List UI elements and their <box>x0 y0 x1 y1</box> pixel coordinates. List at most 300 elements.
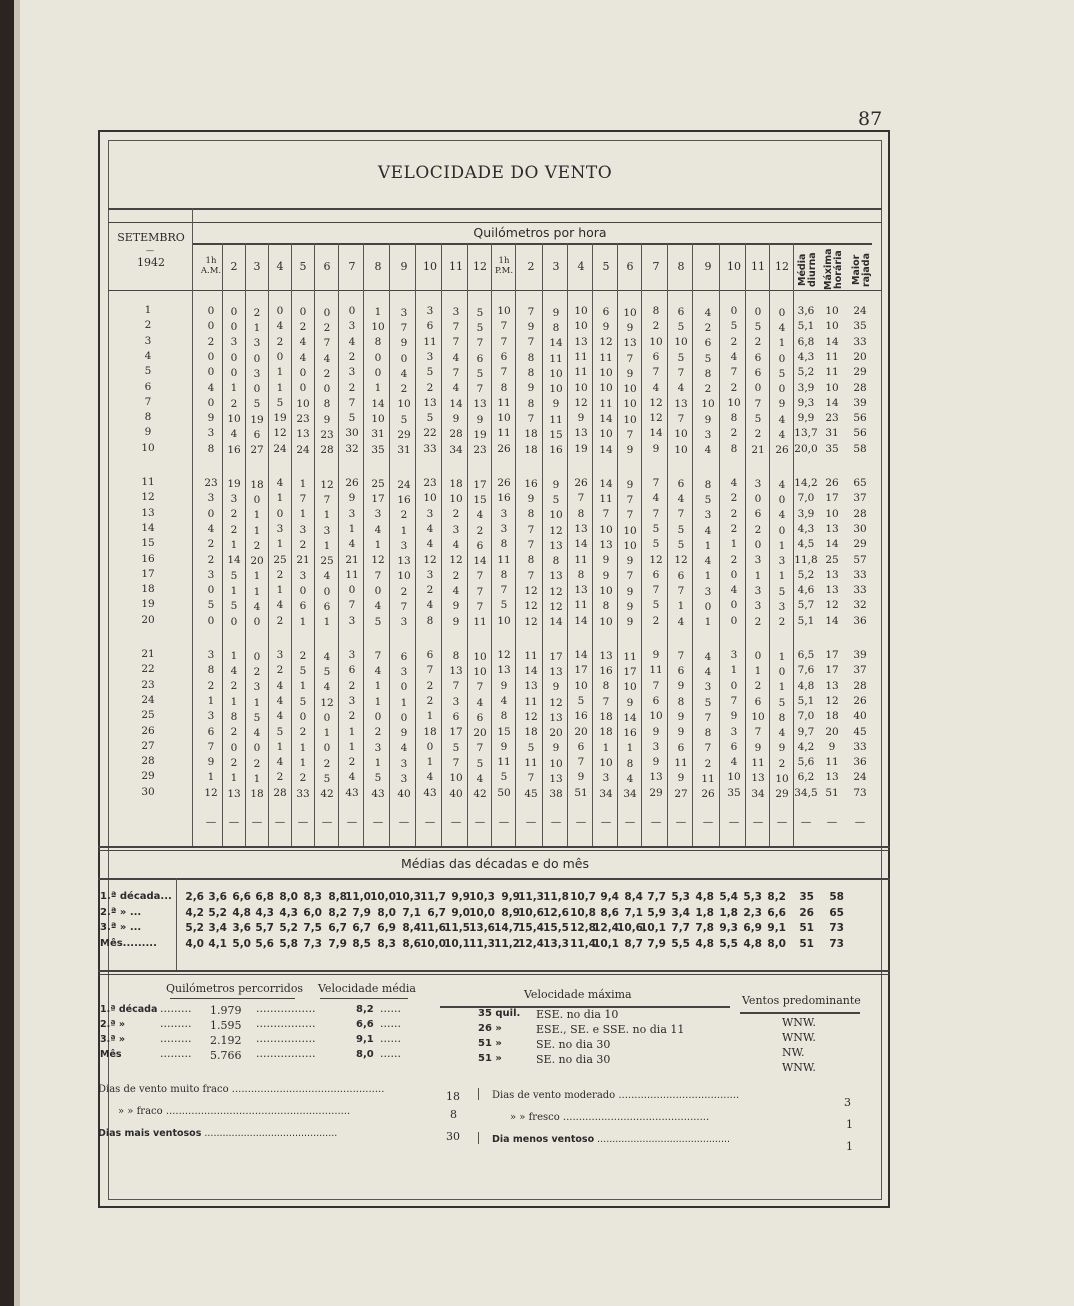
summary-dots: ...... <box>380 1017 401 1030</box>
summary-row-label: 3.ª » <box>100 1034 126 1045</box>
hour-cell: 9 <box>626 585 634 598</box>
hour-cell: 12 <box>649 412 663 425</box>
hour-cell: 10 <box>397 570 411 583</box>
hour-cell: 1 <box>778 681 786 694</box>
hour-cell: 10 <box>674 428 688 441</box>
hour-cell: 4 <box>500 694 508 707</box>
hour-cell: 0 <box>778 352 786 365</box>
average-cell: 5,5 <box>719 937 738 950</box>
hour-cell: 1 <box>400 696 408 709</box>
rajada-cell: 24 <box>853 771 867 784</box>
average-cell: 8,5 <box>352 937 371 950</box>
hour-cell: 5 <box>677 321 685 334</box>
rajada-cell: 26 <box>853 694 867 707</box>
hour-cell: 1 <box>778 650 786 663</box>
hour-cell: 8 <box>207 664 215 677</box>
hour-cell: 11 <box>549 352 563 365</box>
average-cell: 8,9 <box>501 906 520 919</box>
hour-cell: 11 <box>574 599 588 612</box>
hour-cell: 7 <box>730 694 738 707</box>
hour-cell: 4 <box>730 350 738 363</box>
rajada-cell: 35 <box>853 320 867 333</box>
hour-cell: 4 <box>677 382 685 395</box>
day-label: 10 <box>141 441 155 454</box>
hour-cell: 6 <box>677 305 685 318</box>
rajada-cell: 28 <box>853 381 867 394</box>
row-label-divider <box>192 208 193 846</box>
hour-cell: 1 <box>778 570 786 583</box>
page-title: VELOCIDADE DO VENTO <box>377 163 613 183</box>
hour-cell: 11 <box>497 756 511 769</box>
dash-cell: — <box>321 816 333 828</box>
hour-cell: 7 <box>602 695 610 708</box>
maxima-cell: 10 <box>825 381 839 394</box>
hour-cell: 3 <box>754 600 762 613</box>
rajada-cell: 33 <box>853 740 867 753</box>
hour-cell: 4 <box>276 710 284 723</box>
hour-cell: 12 <box>649 396 663 409</box>
day-label: 3 <box>144 334 152 347</box>
hour-cell: 7 <box>527 305 535 318</box>
day-label: 2 <box>144 319 152 332</box>
average-cell: 5,3 <box>743 891 762 903</box>
dash-cell: — <box>728 816 740 828</box>
hour-cell: 4 <box>323 352 331 365</box>
hour-cell: 12 <box>549 524 563 537</box>
hour-cell: 14 <box>574 614 588 627</box>
vm-rule <box>320 998 408 999</box>
hour-cell: 5 <box>652 538 660 551</box>
hour-cell: 2 <box>253 539 261 552</box>
hour-cell: 3 <box>323 524 331 537</box>
hour-cell: 12 <box>599 336 613 349</box>
menos-ventoso-value: 1 <box>846 1140 853 1153</box>
maxima-cell: 18 <box>825 710 839 723</box>
hour-cell: 8 <box>704 367 712 380</box>
hour-cell: 7 <box>677 367 685 379</box>
hour-cell: 2 <box>652 614 660 627</box>
hour-cell: 9 <box>677 711 685 723</box>
hour-cell: 2 <box>276 664 284 677</box>
hour-cell: 3 <box>704 509 712 522</box>
hour-cell: 2 <box>230 756 238 769</box>
hour-cell: 7 <box>323 337 331 350</box>
hour-cell: 9 <box>348 492 356 505</box>
maxima-cell: 14 <box>825 335 839 348</box>
hour-cell: 7 <box>500 584 508 597</box>
hour-cell: 2 <box>276 614 284 627</box>
hour-cell: 23 <box>473 444 487 457</box>
average-cell: 12,4 <box>518 937 544 950</box>
hour-cell: 0 <box>253 616 261 629</box>
hour-cell: 1 <box>299 477 307 490</box>
hour-cell: 2 <box>276 771 284 784</box>
average-cell: 7,8 <box>695 922 714 934</box>
hour-cell: 3 <box>348 320 356 333</box>
hour-cell: 10 <box>623 524 637 537</box>
maxima-cell: 17 <box>825 649 839 661</box>
hour-cell: 3 <box>452 695 460 708</box>
average-cell: 11,5 <box>444 922 470 934</box>
hour-cell: 1 <box>374 680 382 693</box>
average-cell: 10,6 <box>518 906 544 919</box>
hour-cell: 23 <box>320 429 334 441</box>
hour-cell: 6 <box>400 650 408 663</box>
hour-cell: 7 <box>577 492 585 505</box>
average-cell: 11,7 <box>420 891 446 903</box>
hour-cell: 3 <box>374 508 382 521</box>
hour-cell: 5 <box>552 493 560 506</box>
hour-cell: 1 <box>207 771 215 784</box>
fraco-label: » » fraco .......................................................... <box>118 1106 351 1117</box>
hour-cell: 7 <box>626 570 634 583</box>
hour-column-header: 5 <box>299 260 307 273</box>
averages-row-label: Mês......... <box>100 937 157 949</box>
hour-cell: 12 <box>649 553 663 566</box>
hour-cell: 6 <box>677 569 685 582</box>
hour-cell: 11 <box>574 350 588 363</box>
hour-cell: 10 <box>599 523 613 536</box>
hour-cell: 2 <box>276 335 284 348</box>
day-label: 20 <box>141 613 155 626</box>
hour-cell: 4 <box>374 665 382 678</box>
hour-cell: 12 <box>273 427 287 440</box>
day-label: 21 <box>141 648 155 660</box>
hour-cell: 7 <box>476 337 484 350</box>
average-cell: 1,8 <box>719 906 738 919</box>
hour-cell: 2 <box>652 320 660 333</box>
hour-cell: 4 <box>323 650 331 663</box>
maxima-cell: 23 <box>825 412 839 425</box>
hour-cell: 11 <box>701 773 715 785</box>
hour-cell: 10 <box>623 398 637 411</box>
hour-cell: 40 <box>449 787 463 800</box>
hour-cell: 13 <box>549 773 563 785</box>
hour-cell: 10 <box>549 367 563 380</box>
hour-cell: 12 <box>320 696 334 709</box>
hour-cell: 4 <box>400 742 408 755</box>
maxima-cell: 14 <box>825 538 839 551</box>
hour-cell: 3 <box>500 522 508 535</box>
vmax-value: 26 » <box>478 1023 502 1034</box>
hour-cell: 6 <box>652 568 660 581</box>
hour-cell: 8 <box>527 367 535 379</box>
hour-cell: 3 <box>299 569 307 582</box>
dash-cell: — <box>854 816 866 828</box>
hour-cell: 1 <box>374 305 382 318</box>
hour-cell: 8 <box>527 508 535 521</box>
hour-cell: 6 <box>207 725 215 738</box>
average-cell: 10,3 <box>395 891 421 903</box>
hour-cell: 1 <box>730 664 738 677</box>
hour-cell: 10 <box>599 428 613 441</box>
hour-cell: 10 <box>623 681 637 694</box>
average-cell: 5,2 <box>208 906 227 919</box>
hour-cell: 0 <box>374 367 382 379</box>
rajada-cell: 30 <box>853 522 867 535</box>
hour-cell: 7 <box>500 366 508 379</box>
maxima-cell: 17 <box>825 492 839 505</box>
hour-cell: 25 <box>371 477 385 490</box>
hour-cell: 3 <box>500 507 508 520</box>
hour-cell: 7 <box>704 742 712 755</box>
hour-cell: 3 <box>253 337 261 350</box>
hour-cell: 7 <box>476 570 484 583</box>
hour-column-header: 4 <box>577 260 585 273</box>
hour-cell: 10 <box>674 336 688 349</box>
hour-cell: 1 <box>323 539 331 552</box>
hour-cell: 4 <box>778 478 786 491</box>
day-label: 19 <box>141 598 155 611</box>
hour-cell: 3 <box>426 350 434 363</box>
day-label: 28 <box>141 755 155 768</box>
media-cell: 9,7 <box>797 725 815 738</box>
hour-cell: 9 <box>704 413 712 426</box>
maxima-cell: 13 <box>825 568 839 581</box>
hour-cell: 9 <box>452 615 460 628</box>
hour-cell: 8 <box>602 600 610 613</box>
hour-cell: 7 <box>452 321 460 334</box>
hour-cell: 5 <box>299 665 307 678</box>
average-cell: 8,6 <box>600 906 619 919</box>
rajada-cell: 39 <box>853 396 867 409</box>
summary-dots: ......... <box>160 1002 192 1015</box>
hour-cell: 1 <box>348 725 356 738</box>
hour-cell: 13 <box>296 428 310 441</box>
maxima-cell: 11 <box>825 756 839 769</box>
hour-cell: 13 <box>473 398 487 411</box>
hour-cell: 9 <box>677 726 685 739</box>
media-cell: 3,9 <box>797 381 815 394</box>
hour-cell: 4 <box>276 320 284 333</box>
hour-cell: 0 <box>778 306 786 319</box>
hour-column-header: 12 <box>775 260 789 273</box>
hour-cell: 2 <box>323 757 331 770</box>
hour-cell: 2 <box>230 680 238 693</box>
hour-cell: 9 <box>500 740 508 753</box>
hour-cell: 2 <box>476 524 484 537</box>
hour-cell: 10 <box>397 398 411 411</box>
day-label: 27 <box>141 739 155 752</box>
hour-cell: 10 <box>623 306 637 319</box>
hour-cell: 1 <box>778 539 786 552</box>
hour-cell: 11 <box>524 756 538 769</box>
hour-cell: 7 <box>476 383 484 396</box>
hour-cell: 7 <box>626 352 634 365</box>
rajada-cell: 20 <box>853 350 867 363</box>
hour-cell: 4 <box>652 492 660 505</box>
hour-cell: 0 <box>374 711 382 723</box>
maxima-cell: 12 <box>825 694 839 707</box>
hour-cell: 1 <box>299 680 307 693</box>
hour-cell: 9 <box>552 478 560 491</box>
hour-cell: 40 <box>397 788 411 801</box>
hour-cell: 0 <box>400 711 408 724</box>
rajada-cell: 57 <box>853 553 867 566</box>
hour-cell: 3 <box>426 305 434 317</box>
averages-bottom-rule <box>98 970 890 972</box>
hour-cell: 8 <box>652 305 660 317</box>
hour-cell: 0 <box>299 584 307 597</box>
hour-cell: 9 <box>626 696 634 709</box>
rajada-cell: 24 <box>853 305 867 317</box>
hour-cell: 31 <box>397 444 411 457</box>
hour-cell: 14 <box>623 711 637 724</box>
hour-cell: 7 <box>374 649 382 662</box>
hour-cell: 7 <box>452 336 460 349</box>
average-cell: 11,3 <box>518 891 544 903</box>
hour-cell: 2 <box>426 584 434 597</box>
summary-dots: ...... <box>380 1047 401 1060</box>
vm-value: 9,1 <box>356 1034 374 1045</box>
hour-cell: 8 <box>230 711 238 723</box>
hour-cell: 17 <box>574 664 588 677</box>
hour-cell: 7 <box>677 412 685 425</box>
dash-cell: — <box>251 816 263 828</box>
hour-column-header: 3 <box>552 260 560 273</box>
menos-ventoso-label: Dia menos ventoso ............................................ <box>492 1134 730 1145</box>
hour-cell: 9 <box>500 679 508 692</box>
dash-cell: — <box>752 816 764 828</box>
hour-cell: 12 <box>524 600 538 613</box>
hour-cell: 4 <box>374 600 382 613</box>
hour-cell: 1 <box>348 522 356 535</box>
hour-cell: 12 <box>449 554 463 567</box>
hour-cell: 4 <box>253 601 261 613</box>
hour-cell: 8 <box>500 381 508 394</box>
hour-cell: 11 <box>423 335 437 348</box>
hour-cell: 6 <box>253 429 261 441</box>
day-label: 25 <box>141 709 155 722</box>
hour-cell: 3 <box>374 741 382 754</box>
hour-cell: 10 <box>497 412 511 425</box>
hour-cell: 11 <box>751 756 765 769</box>
hour-column-header: 9 <box>400 260 408 273</box>
media-cell: 5,7 <box>797 599 815 612</box>
hour-cell: 7 <box>527 569 535 582</box>
hour-cell: 3 <box>730 649 738 661</box>
kph-rule <box>192 243 872 245</box>
maxima-cell: 12 <box>825 599 839 612</box>
maxima-cell: 13 <box>825 522 839 535</box>
hour-cell: 17 <box>473 478 487 491</box>
hour-cell: 14 <box>599 477 613 490</box>
hour-cell: 32 <box>345 442 359 455</box>
hour-cell: 9 <box>552 306 560 319</box>
hour-cell: 8 <box>626 757 634 770</box>
vmax-value: 51 » <box>478 1038 502 1049</box>
book-spine-edge <box>14 0 20 1306</box>
hour-cell: 1 <box>426 710 434 723</box>
hour-cell: 10 <box>371 321 385 334</box>
hour-cell: 3 <box>276 649 284 661</box>
rajada-cell: 40 <box>853 710 867 723</box>
average-cell: 10,0 <box>420 937 446 950</box>
hour-cell: 0 <box>230 305 238 318</box>
dash-cell: — <box>525 816 537 828</box>
hour-cell: 7 <box>527 772 535 785</box>
hour-column-header: 4 <box>276 260 284 273</box>
hour-cell: 6 <box>500 350 508 363</box>
media-cell: 7,0 <box>797 710 815 723</box>
hour-cell: 1 <box>677 600 685 613</box>
hour-cell: 7 <box>323 493 331 506</box>
hour-cell: 10 <box>473 650 487 663</box>
hour-cell: 2 <box>730 553 738 566</box>
hour-cell: 12 <box>320 478 334 491</box>
vp-value: WNW. <box>782 1061 816 1074</box>
hour-cell: 4 <box>276 477 284 489</box>
average-cell: 10,8 <box>570 906 596 919</box>
hour-column-header: 1h P.M. <box>494 256 514 276</box>
hour-cell: 5 <box>500 771 508 784</box>
hour-cell: 0 <box>207 305 215 317</box>
hour-cell: 4 <box>476 696 484 709</box>
hour-cell: 3 <box>704 429 712 441</box>
hour-cell: 11 <box>473 616 487 629</box>
average-cell: 11,3 <box>469 937 495 950</box>
hour-cell: 23 <box>296 412 310 425</box>
average-cell: 8,0 <box>767 937 786 950</box>
hour-cell: 7 <box>374 569 382 582</box>
average-cell: 5,4 <box>719 891 738 903</box>
average-cell: 10,3 <box>469 891 495 903</box>
hour-cell: 15 <box>549 429 563 441</box>
km-rule <box>170 998 295 999</box>
hour-cell: 15 <box>497 725 511 738</box>
maxima-cell: 20 <box>825 725 839 738</box>
hour-cell: 29 <box>649 786 663 799</box>
average-cell: 8,3 <box>377 937 396 950</box>
hour-cell: 4 <box>476 773 484 785</box>
hour-cell: 9 <box>476 413 484 426</box>
hour-cell: 5 <box>476 306 484 319</box>
rajada-cell: 37 <box>853 492 867 505</box>
hour-cell: 0 <box>230 351 238 364</box>
average-cell: 15,4 <box>518 922 544 934</box>
average-cell: 10,1 <box>593 937 619 950</box>
hour-cell: 13 <box>497 664 511 677</box>
hour-cell: 12 <box>549 601 563 613</box>
hour-cell: 25 <box>273 553 287 566</box>
hour-cell: 2 <box>299 321 307 334</box>
media-cell: 9,3 <box>797 396 815 409</box>
dash-cell: — <box>346 816 358 828</box>
hour-cell: 2 <box>730 381 738 394</box>
hour-column-header: 6 <box>626 260 634 273</box>
hour-cell: 5 <box>253 398 261 411</box>
hour-cell: 1 <box>323 509 331 522</box>
vmax-text: ESE., SE. e SSE. no dia 11 <box>536 1023 685 1036</box>
media-cell: 13,7 <box>794 427 818 440</box>
media-cell: 14,2 <box>794 477 818 489</box>
hour-cell: 0 <box>730 679 738 692</box>
hour-cell: 4 <box>704 650 712 663</box>
dash-cell: — <box>398 816 410 828</box>
hour-cell: 2 <box>400 383 408 396</box>
hour-column-header: 3 <box>253 260 261 273</box>
hour-column-header: 2 <box>230 260 238 273</box>
hour-cell: 5 <box>677 539 685 551</box>
hour-cell: 2 <box>230 397 238 410</box>
fresco-value: 1 <box>846 1118 853 1131</box>
average-cell: 7,7 <box>671 922 690 934</box>
vmax-text: ESE. no dia 10 <box>536 1008 619 1021</box>
hour-cell: 5 <box>426 412 434 425</box>
hour-cell: 9 <box>778 398 786 411</box>
hour-cell: 10 <box>623 383 637 396</box>
day-label: 11 <box>141 476 155 488</box>
